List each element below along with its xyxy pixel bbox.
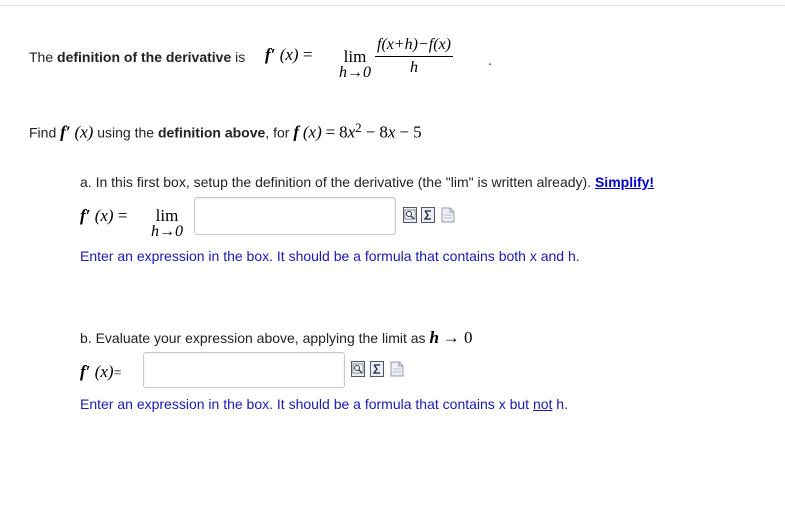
part-b-hint xyxy=(80,396,568,412)
definition-period: . xyxy=(488,52,492,68)
part-b-equals: = xyxy=(113,366,122,381)
part-a-limit xyxy=(146,207,188,240)
find-var: x xyxy=(347,122,356,142)
definition-bold: definition of the derivative xyxy=(57,49,232,65)
definition-lim-word: lim xyxy=(343,47,367,66)
find-fprime-arg: (x) xyxy=(74,122,94,142)
definition-denominator: h xyxy=(410,59,418,76)
find-bold: definition above xyxy=(157,124,266,141)
part-b-hint-suffix: h. xyxy=(552,396,568,412)
definition-lim-sub: h→0 xyxy=(339,64,371,81)
definition-text xyxy=(29,49,245,65)
find-rest: − 8 xyxy=(365,122,388,142)
part-b-arg: (x) xyxy=(94,362,114,381)
definition-numerator: f(x+h)−f(x) xyxy=(375,36,453,57)
part-a-label: a. xyxy=(80,174,92,190)
definition-limit xyxy=(335,48,375,81)
part-a-equals: = xyxy=(117,206,128,225)
find-func-arg: (x) xyxy=(302,122,322,142)
part-b-limit-arrow: → 0 xyxy=(442,328,473,347)
part-a-instruction xyxy=(80,174,654,190)
part-a-text: In this first box, setup the definition of the derivative (the "lim" is written already). xyxy=(95,174,592,190)
find-comma: , for xyxy=(265,124,294,141)
find-rest-end: − 5 xyxy=(399,122,422,142)
part-b-limit-var: h xyxy=(429,328,439,347)
definition-fprime: f′ xyxy=(265,45,276,64)
definition-lhs xyxy=(265,45,312,65)
definition-fraction xyxy=(375,36,453,77)
simplify-link[interactable]: Simplify! xyxy=(594,174,655,190)
equation-editor-icon[interactable] xyxy=(403,207,417,223)
part-b-hint-prefix: Enter an expression in the box. It should be a formula that contains x but xyxy=(80,396,533,412)
preview-document-icon[interactable] xyxy=(441,207,455,223)
part-b-fprime: f′ xyxy=(80,362,91,381)
part-b-answer-input[interactable] xyxy=(143,352,345,388)
find-coef: 8 xyxy=(339,122,348,142)
part-a-lhs xyxy=(80,206,127,226)
find-instruction xyxy=(29,120,422,143)
definition-arg: (x) xyxy=(279,45,299,64)
part-b-text: Evaluate your expression above, applying the limit as xyxy=(95,330,426,346)
find-exponent: 2 xyxy=(355,120,362,135)
part-a-answer-input[interactable] xyxy=(194,197,396,235)
formula-sigma-icon-b[interactable] xyxy=(370,361,384,377)
part-a-arg: (x) xyxy=(94,206,114,225)
equation-editor-icon-b[interactable] xyxy=(351,361,365,377)
find-var-2: x xyxy=(387,122,396,142)
part-a-fprime: f′ xyxy=(80,206,91,225)
definition-prefix: The xyxy=(29,49,58,65)
part-b-lhs xyxy=(80,362,121,382)
top-divider xyxy=(0,5,785,6)
find-mid: using the xyxy=(93,124,158,141)
part-b-instruction xyxy=(80,328,473,348)
find-fprime: f′ xyxy=(60,122,71,142)
definition-equals: = xyxy=(302,45,313,64)
part-a-lim-word: lim xyxy=(155,206,179,225)
find-prefix: Find xyxy=(29,124,61,141)
formula-sigma-icon[interactable] xyxy=(421,207,435,223)
find-func: f xyxy=(293,122,299,142)
part-a-lim-sub: h→0 xyxy=(151,223,183,240)
find-equals: = xyxy=(325,122,336,142)
part-b-label: b. xyxy=(80,330,92,346)
definition-suffix: is xyxy=(231,49,246,65)
preview-document-icon-b[interactable] xyxy=(390,361,404,377)
part-a-hint: Enter an expression in the box. It should be a formula that contains both x and h. xyxy=(80,248,580,264)
part-b-hint-not: not xyxy=(532,396,553,412)
